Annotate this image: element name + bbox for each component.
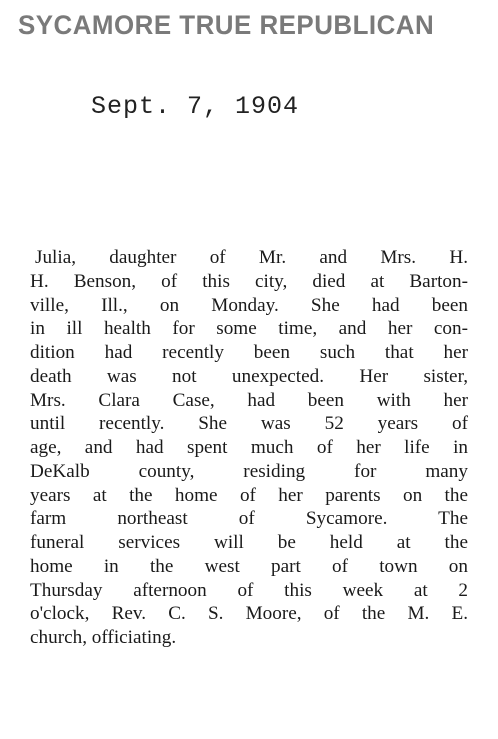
text-line: years at the home of her parents on the	[30, 484, 468, 506]
text-line: Thursday afternoon of this week at 2	[30, 579, 468, 601]
text-line: dition had recently been such that her	[30, 342, 468, 363]
text-line: until recently. She was 52 years of	[30, 413, 468, 435]
clipping-date: Sept. 7, 1904	[91, 92, 300, 121]
text-line: H. Benson, of this city, died at Barton-	[30, 270, 468, 292]
text-line: farm northeast of Sycamore. The	[30, 508, 468, 530]
text-line: o'clock, Rev. C. S. Moore, of the M. E.	[30, 603, 468, 625]
text-line: death was not unexpected. Her sister,	[30, 365, 468, 387]
text-line: age, and had spent much of her life in	[30, 437, 468, 458]
text-line: church, officiating.	[30, 627, 177, 648]
text-line: in ill health for some time, and her con-	[30, 318, 468, 340]
text-line: home in the west part of town on	[30, 555, 468, 577]
text-line: Julia, daughter of Mr. and Mrs. H.	[35, 247, 468, 268]
text-line: funeral services will be held at the	[30, 532, 468, 553]
text-line: Mrs. Clara Case, had been with her	[30, 389, 468, 411]
obituary-text	[30, 246, 468, 650]
newspaper-masthead-stamp: SYCAMORE TRUE REPUBLICAN	[18, 10, 435, 40]
text-line: DeKalb county, residing for many	[30, 460, 468, 482]
text-line: ville, Ill., on Monday. She had been	[30, 294, 468, 316]
